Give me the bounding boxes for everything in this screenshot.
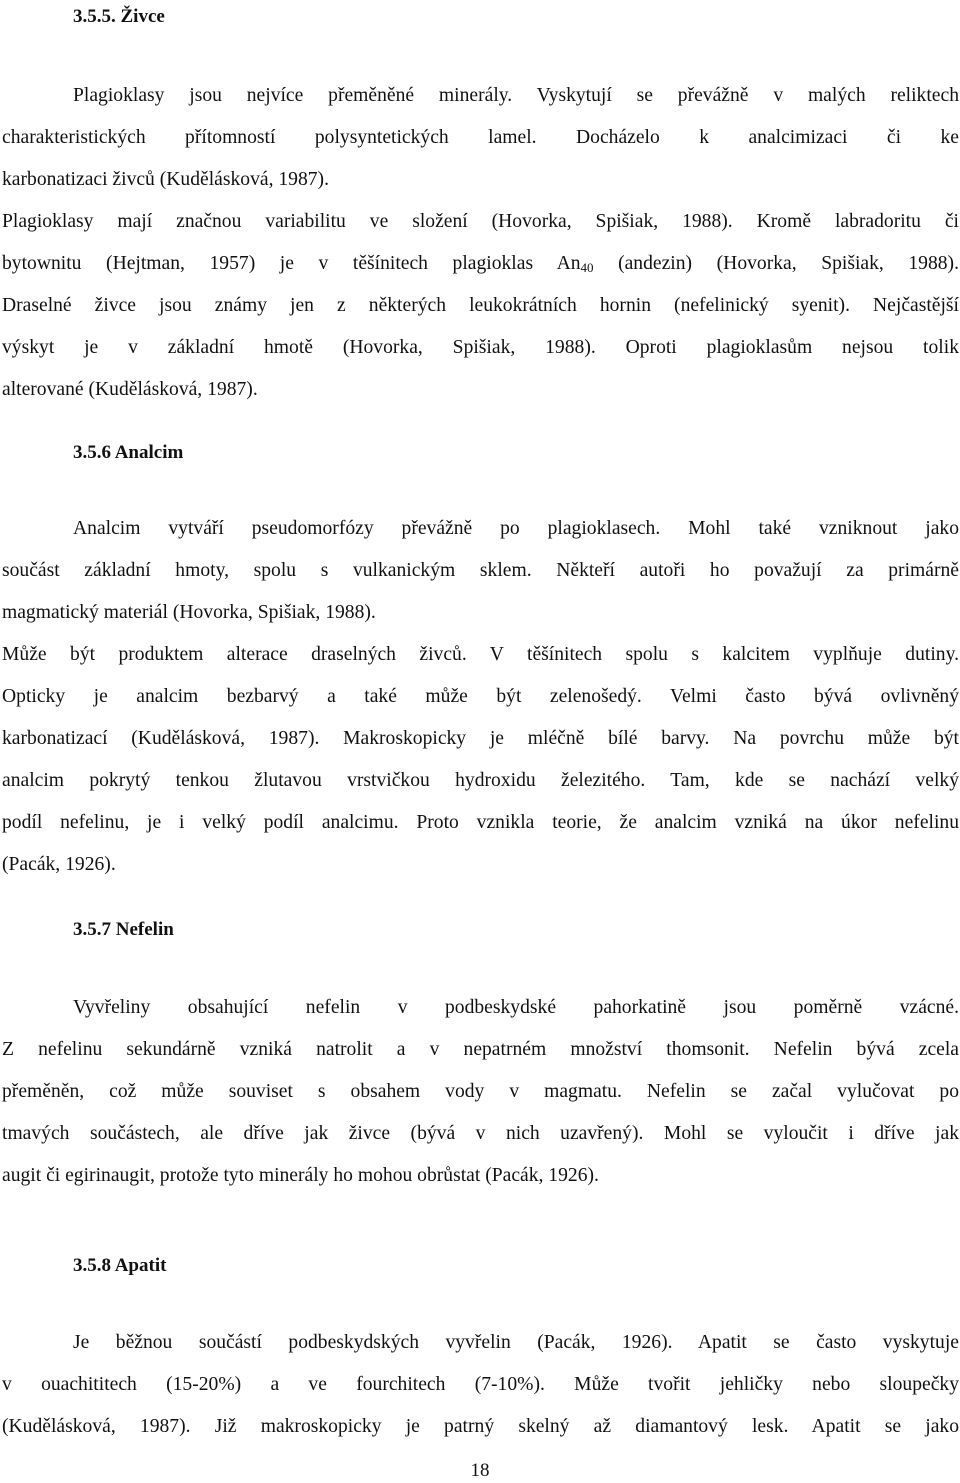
section-heading-zivce: 3.5.5. Živce: [73, 6, 165, 27]
text-line: výskyt je v základní hmotě (Hovorka, Spišiak, 1988). Oproti plagioklasům nejsou tolik: [2, 337, 959, 358]
paragraph-apatit: [2, 1322, 959, 1448]
section-heading-nefelin: 3.5.7 Nefelin: [73, 919, 174, 940]
text-line: Analcim vytváří pseudomorfózy převážně po plagioklasech. Mohl také vzniknout jako: [73, 518, 959, 539]
text-line: karbonatizací (Kudělásková, 1987). Makroskopicky je mléčně bílé barvy. Na povrchu může být: [2, 728, 959, 749]
paragraph-zivce: [2, 75, 959, 411]
text-line: Draselné živce jsou známy jen z některých leukokrátních hornin (nefelinický syenit). Nejčastější: [2, 295, 959, 316]
text-line: Může být produktem alterace draselných živců. V těšínitech spolu s kalcitem vyplňuje dutiny.: [2, 644, 959, 665]
text-line: (Kudělásková, 1987). Již makroskopicky je patrný skelný až diamantový lesk. Apatit se jako: [2, 1416, 959, 1437]
text-line: v ouachititech (15-20%) a ve fourchitech (7-10%). Může tvořit jehličky nebo sloupečky: [2, 1374, 959, 1395]
text-line: augit či egirinaugit, protože tyto minerály ho mohou obrůstat (Pacák, 1926).: [2, 1165, 599, 1186]
text-line: součást základní hmoty, spolu s vulkanickým sklem. Někteří autoři ho považují za primárně: [2, 560, 959, 581]
text-line: Je běžnou součástí podbeskydských vyvřelin (Pacák, 1926). Apatit se často vyskytuje: [73, 1332, 959, 1353]
section-heading-analcim: 3.5.6 Analcim: [73, 442, 184, 463]
text-line: charakteristických přítomností polysyntetických lamel. Docházelo k analcimizaci či ke: [2, 127, 959, 148]
text-line: Plagioklasy jsou nejvíce přeměněné minerály. Vyskytují se převážně v malých reliktech: [73, 85, 959, 106]
paragraph-analcim: [2, 508, 959, 886]
text-line: tmavých součástech, ale dříve jak živce (bývá v nich uzavřený). Mohl se vyloučit i dříve jak: [2, 1123, 959, 1144]
text-line-with-subscript: [2, 243, 959, 285]
text-line: podíl nefelinu, je i velký podíl analcimu. Proto vznikla teorie, že analcim vzniká na úkor nefelinu: [2, 812, 959, 833]
subscript-an-value: 40: [580, 260, 594, 275]
text-line: analcim pokrytý tenkou žlutavou vrstvičkou hydroxidu železitého. Tam, kde se nachází velký: [2, 770, 959, 791]
text-line: Plagioklasy mají značnou variabilitu ve složení (Hovorka, Spišiak, 1988). Kromě labradoritu či: [2, 211, 959, 232]
text-line: (Pacák, 1926).: [2, 854, 116, 875]
text-line: karbonatizaci živců (Kudělásková, 1987).: [2, 169, 329, 190]
text-line: alterované (Kudělásková, 1987).: [2, 379, 258, 400]
text-line: Vyvřeliny obsahující nefelin v podbeskydské pahorkatině jsou poměrně vzácné.: [73, 997, 959, 1018]
text-fragment: (andezin) (Hovorka, Spišiak, 1988).: [593, 253, 959, 274]
section-heading-apatit: 3.5.8 Apatit: [73, 1255, 167, 1276]
text-fragment: bytownitu (Hejtman, 1957) je v těšínitech plagioklas An: [2, 253, 581, 274]
page-number: 18: [470, 1460, 490, 1481]
paragraph-nefelin: [2, 987, 959, 1197]
text-line: Z nefelinu sekundárně vzniká natrolit a v nepatrném množství thomsonit. Nefelin bývá zcela: [2, 1039, 959, 1060]
text-line: Opticky je analcim bezbarvý a také může být zelenošedý. Velmi často bývá ovlivněný: [2, 686, 959, 707]
text-line: magmatický materiál (Hovorka, Spišiak, 1988).: [2, 602, 376, 623]
text-line: přeměněn, což může souviset s obsahem vody v magmatu. Nefelin se začal vylučovat po: [2, 1081, 959, 1102]
